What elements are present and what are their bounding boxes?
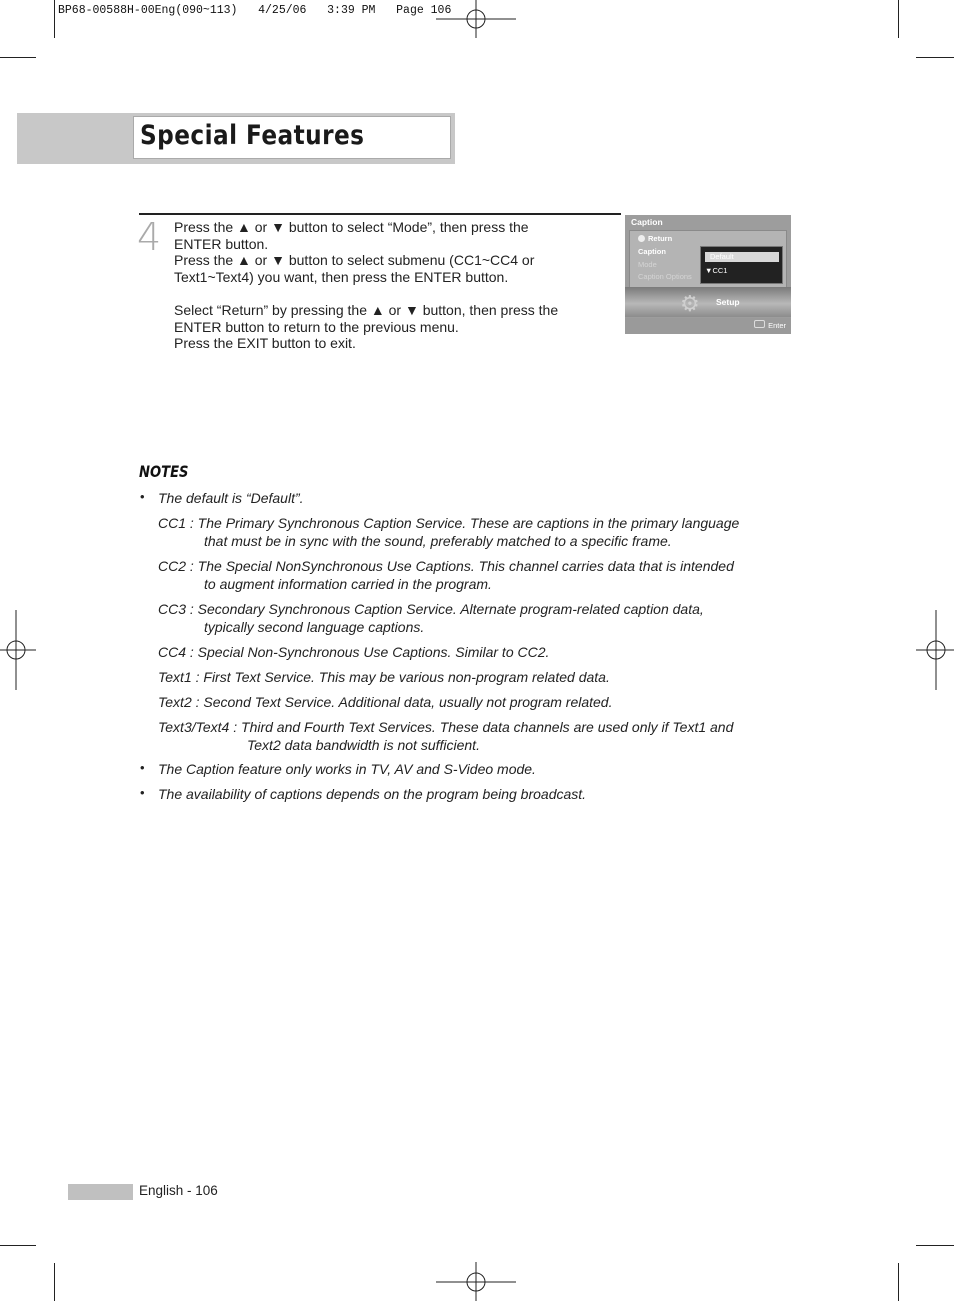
note-line: Text3/Text4 : Third and Fourth Text Services. These data channels are used only if Text1 and [158,719,734,735]
tv-menu-screenshot [625,215,791,334]
crop-mark [916,57,954,58]
step-line: Select “Return” by pressing the ▲ or ▼ button, then press the [174,301,559,318]
step-divider [139,213,621,215]
registration-mark-left-icon [0,610,36,690]
page-title: Special Features [140,120,365,151]
tv-mode-option-label: CC1 [712,266,728,275]
step-line: ENTER button. [174,235,269,252]
note-line: typically second language captions. [204,619,425,635]
note-text2: Text2 : Second Text Service. Additional data, usually not program related. [158,694,613,710]
tv-menu-item-caption[interactable]: Caption [638,247,666,256]
tv-mode-option-default[interactable]: Default [705,252,779,262]
gear-icon: ⚙ [680,291,700,316]
note-cc1 [158,514,739,550]
crop-mark [916,1245,954,1246]
bullet-icon: • [140,489,145,504]
tv-mode-popup [700,246,783,284]
return-dot-icon [638,235,645,242]
note-cc3 [158,600,704,636]
note-text3-text4 [158,718,733,754]
crop-mark [0,57,36,58]
tv-enter-label: Enter [768,321,786,330]
step-spacer [174,285,614,302]
note-line: Text2 data bandwidth is not sufficient. [247,737,480,753]
step-number: 4 [137,215,162,259]
registration-mark-right-icon [916,610,954,690]
registration-mark-bottom-icon [436,1262,516,1301]
notes-heading: NOTES [139,462,189,481]
bullet-icon: • [140,760,145,775]
registration-mark-top-icon [436,0,516,40]
note-line: CC3 : Secondary Synchronous Caption Service. Alternate program-related caption data, [158,601,704,617]
note-cc2 [158,557,734,593]
tv-mode-option-cc1[interactable] [705,266,779,276]
note-default: The default is “Default”. [158,490,304,506]
note-text1: Text1 : First Text Service. This may be various non-program related data. [158,669,610,685]
step-line: Press the EXIT button to exit. [174,335,356,352]
step-line: ENTER button to return to the previous menu. [174,318,459,335]
tv-menu-bottom-bar [625,287,791,317]
note-line: to augment information carried in the program. [204,576,492,592]
chevron-down-icon: ▼ [705,266,713,275]
note-availability: The availability of captions depends on the program being broadcast. [158,786,587,802]
tv-enter-hint [754,320,786,330]
crop-mark [0,1245,36,1246]
tv-menu-item-return[interactable] [638,234,672,243]
tv-menu-title: Caption [631,217,663,227]
tv-setup-label: Setup [716,297,740,307]
note-cc4: CC4 : Special Non-Synchronous Use Captions. Similar to CC2. [158,644,550,660]
tv-menu-item-label: Return [648,234,673,243]
step-line: Press the ▲ or ▼ button to select submenu (CC1~CC4 or [174,252,535,269]
page-number: English - 106 [139,1183,218,1198]
title-box [133,116,451,159]
note-line: that must be in sync with the sound, preferably matched to a specific frame. [204,533,672,549]
crop-mark [54,1263,55,1301]
note-line: CC1 : The Primary Synchronous Caption Service. These are captions in the primary language [158,515,740,531]
footer-band [68,1184,133,1200]
step-line: Press the ▲ or ▼ button to select “Mode”, then press the [174,219,529,235]
step-instructions [174,219,614,352]
note-line: CC2 : The Special NonSynchronous Use Captions. This channel carries data that is intended [158,558,734,574]
step-line: Text1~Text4) you want, then press the ENTER button. [174,268,509,285]
bullet-icon: • [140,785,145,800]
tv-menu-item-mode[interactable]: Mode [638,260,657,269]
crop-mark [898,0,899,38]
note-caption-modes: The Caption feature only works in TV, AV and S-Video mode. [158,761,536,777]
crop-mark [54,0,55,38]
enter-key-icon [754,320,765,328]
crop-mark [898,1263,899,1301]
print-header: BP68-00588H-00Eng(090~113) 4/25/06 3:39 PM Page 106 [58,4,452,17]
tv-menu-item-caption-options[interactable]: Caption Options [638,272,692,281]
